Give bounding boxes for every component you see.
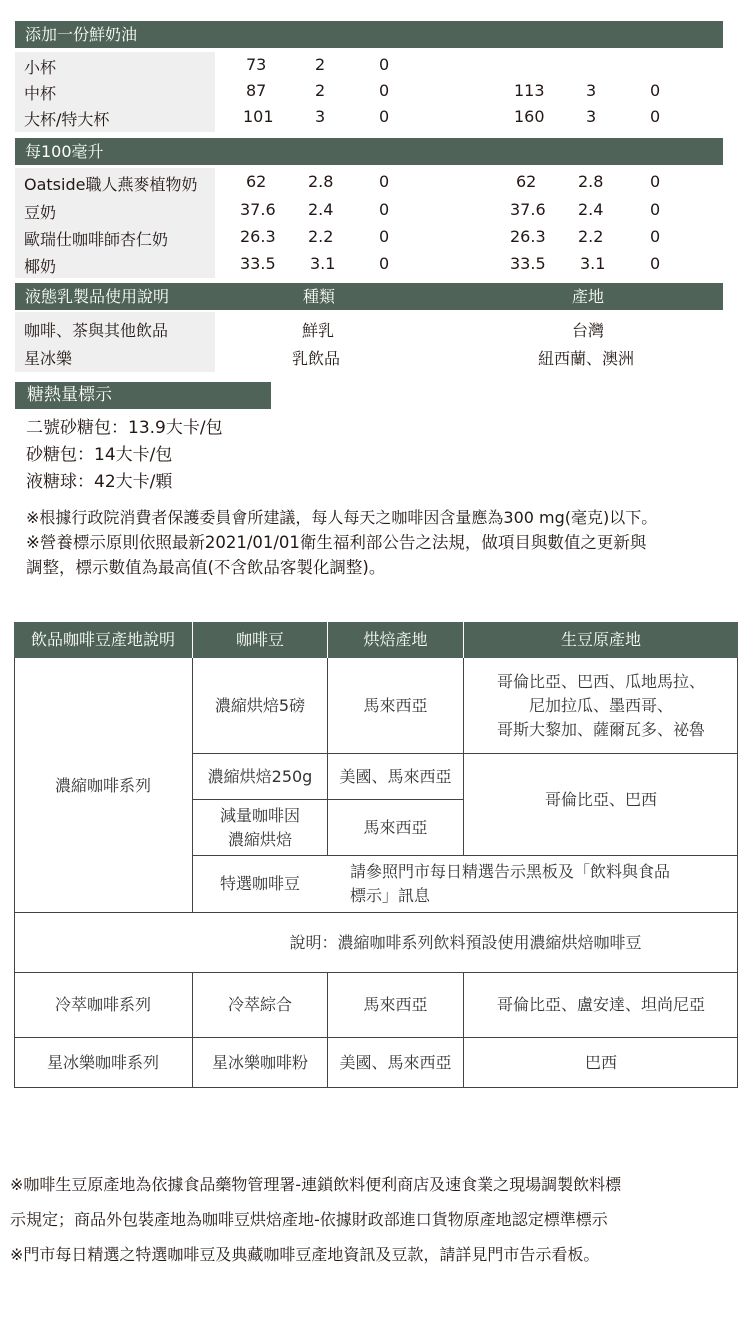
note-line: 請參照門市每日精選告示黑板及「飲料與食品 <box>350 862 671 881</box>
row-label: 小杯 <box>24 58 57 77</box>
roast-origin: 馬來西亞 <box>363 696 428 715</box>
row-label: 咖啡、茶與其他飲品 <box>24 321 169 340</box>
value: 2.8 <box>308 172 334 191</box>
footer-note: 示規定；商品外包裝產地為咖啡豆烘焙產地-依據財政部進口貨物原產地認定標準標示 <box>10 1210 608 1229</box>
value: 0 <box>379 81 390 100</box>
green-bean-origin: 巴西 <box>584 1052 617 1072</box>
dairy-type: 鮮乳 <box>302 321 335 340</box>
frappuccino-series-label: 星冰樂咖啡系列 <box>46 1052 159 1072</box>
value: 62 <box>246 172 267 191</box>
bean-name: 濃縮烘焙250g <box>207 766 313 786</box>
sugar-line: 液糖球：42大卡/顆 <box>26 472 173 492</box>
sugar-line: 砂糖包：14大卡/包 <box>26 445 173 465</box>
value: 0 <box>379 107 390 126</box>
value: 3 <box>315 107 326 126</box>
value: 0 <box>650 81 661 100</box>
value: 3.1 <box>580 254 606 273</box>
value: 37.6 <box>510 200 546 219</box>
value: 2.2 <box>578 227 604 246</box>
sugar-line: 二號砂糖包：13.9大卡/包 <box>26 418 223 438</box>
roast-origin: 美國、馬來西亞 <box>339 1052 452 1072</box>
value: 3 <box>586 107 597 126</box>
fresh-cream-title: 添加一份鮮奶油 <box>25 25 138 44</box>
origin-line: 哥倫比亞、巴西、瓜地馬拉、 <box>496 672 705 691</box>
value: 0 <box>379 227 390 246</box>
shared-green-bean-origin: 哥倫比亞、巴西 <box>544 789 657 809</box>
value: 2.4 <box>308 200 334 219</box>
row-label: 大杯/特大杯 <box>24 110 110 129</box>
value: 26.3 <box>240 227 276 246</box>
roast-origin: 美國、馬來西亞 <box>339 766 452 786</box>
note-line: 標示」訊息 <box>350 886 431 905</box>
value: 0 <box>379 172 390 191</box>
value: 33.5 <box>240 254 276 273</box>
row-label: 中杯 <box>24 84 57 103</box>
bean-origin-table <box>14 622 738 1088</box>
dairy-header-origin: 產地 <box>572 287 605 306</box>
green-bean-origin <box>464 659 738 753</box>
cold-brew-series-label: 冷萃咖啡系列 <box>54 995 151 1014</box>
dairy-header <box>15 283 723 310</box>
value: 37.6 <box>240 200 276 219</box>
row-label: Oatside職人燕麥植物奶 <box>24 175 198 194</box>
origin-line: 哥斯大黎加、薩爾瓦多、祕魯 <box>496 720 705 739</box>
header-origin: 生豆原產地 <box>464 622 738 658</box>
value: 2 <box>315 81 326 100</box>
value: 87 <box>246 81 267 100</box>
value: 0 <box>650 172 661 191</box>
roast-origin: 馬來西亞 <box>363 817 428 837</box>
bean-name: 星冰樂咖啡粉 <box>211 1052 308 1072</box>
value: 0 <box>650 227 661 246</box>
roast-origin: 馬來西亞 <box>363 995 428 1014</box>
value: 0 <box>650 254 661 273</box>
sugar-title: 糖熱量標示 <box>27 385 112 405</box>
header-description: 飲品咖啡豆產地說明 <box>14 622 192 658</box>
footer-note: ※門市每日精選之特選咖啡豆及典藏咖啡豆產地資訊及豆款，請詳見門市告示看板。 <box>10 1245 600 1264</box>
nutrition-note-cont: 調整，標示數值為最高值(不含飲品客製化調整)。 <box>26 558 386 577</box>
value: 33.5 <box>510 254 546 273</box>
dairy-header-type: 種類 <box>303 287 336 306</box>
value: 0 <box>650 107 661 126</box>
value: 160 <box>514 107 545 126</box>
value: 2.4 <box>578 200 604 219</box>
special-bean-note <box>328 856 738 912</box>
bean-name: 濃縮烘焙5磅 <box>214 696 306 715</box>
bean-line: 濃縮烘焙 <box>227 829 292 849</box>
header-roast: 烘焙產地 <box>328 622 463 658</box>
row-label: 星冰樂 <box>24 349 73 368</box>
value: 26.3 <box>510 227 546 246</box>
row-label: 豆奶 <box>24 203 57 222</box>
row-label: 歐瑞仕咖啡師杏仁奶 <box>24 230 169 249</box>
value: 3 <box>586 81 597 100</box>
per100-header <box>15 138 723 165</box>
value: 2.8 <box>578 172 604 191</box>
dairy-origin: 台灣 <box>572 321 605 340</box>
value: 0 <box>650 200 661 219</box>
dairy-header-label: 液態乳製品使用說明 <box>25 287 170 306</box>
dairy-type: 乳飲品 <box>292 349 341 368</box>
origin-line: 尼加拉瓜、墨西哥、 <box>528 696 673 715</box>
special-bean-name: 特選咖啡豆 <box>219 874 300 893</box>
bean-name: 冷萃綜合 <box>227 995 292 1014</box>
footer-note: ※咖啡生豆原產地為依據食品藥物管理署-連鎖飲料便利商店及速食業之現場調製飲料標 <box>10 1175 622 1194</box>
value: 0 <box>379 254 390 273</box>
espresso-explain: 說明：濃縮咖啡系列飲料預設使用濃縮烘焙咖啡豆 <box>289 932 642 952</box>
fresh-cream-header <box>15 21 723 48</box>
value: 101 <box>243 107 274 126</box>
green-bean-origin: 哥倫比亞、盧安達、坦尚尼亞 <box>496 995 705 1014</box>
header-bean: 咖啡豆 <box>193 622 327 658</box>
per100-title: 每100毫升 <box>25 142 104 161</box>
value: 0 <box>379 200 390 219</box>
bean-line: 減量咖啡因 <box>219 805 300 825</box>
value: 0 <box>379 55 390 74</box>
value: 113 <box>514 81 545 100</box>
value: 62 <box>516 172 537 191</box>
value: 2 <box>315 55 326 74</box>
nutrition-note: ※營養標示原則依照最新2021/01/01衛生福利部公告之法規，做項目與數值之更新與 <box>26 533 647 552</box>
caffeine-note: ※根據行政院消費者保護委員會所建議，每人每天之咖啡因含量應為300 mg(毫克)以下。 <box>26 508 658 527</box>
row-label: 椰奶 <box>24 257 57 276</box>
dairy-origin: 紐西蘭、澳洲 <box>538 349 635 368</box>
bean-name <box>193 800 327 855</box>
value: 2.2 <box>308 227 334 246</box>
sugar-header <box>15 382 271 409</box>
value: 3.1 <box>310 254 336 273</box>
value: 73 <box>246 55 267 74</box>
espresso-series-label: 濃縮咖啡系列 <box>54 775 151 795</box>
